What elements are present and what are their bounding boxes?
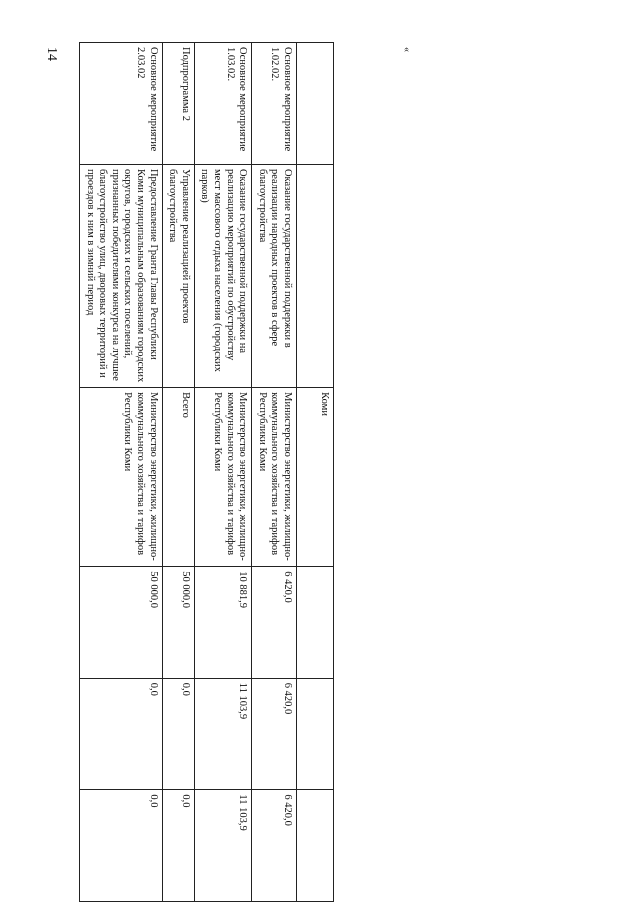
event-description: Оказание государственной поддержки на реализацию мероприятий по обустройству мест массового отдыха населения (городских парков) bbox=[194, 164, 251, 387]
value-year-1: 50 000,0 bbox=[162, 567, 194, 679]
value-year-2: 0,0 bbox=[80, 678, 163, 790]
event-code: Основное мероприятие 2.03.02 bbox=[80, 43, 163, 165]
corner-mark: « bbox=[401, 47, 412, 52]
responsible-executor: Министерство энергетики, жилищно-коммунального хозяйства и тарифов Республики Коми bbox=[80, 388, 163, 567]
value-year-2: 6 420,0 bbox=[252, 678, 297, 790]
value-year-1: 6 420,0 bbox=[252, 567, 297, 679]
value-year-3: 0,0 bbox=[162, 790, 194, 902]
header-cell bbox=[297, 164, 334, 387]
value-year-1: 10 881,9 bbox=[194, 567, 251, 679]
table-row bbox=[80, 43, 163, 902]
header-cell: Коми bbox=[297, 388, 334, 567]
page-number: 14 bbox=[44, 47, 59, 61]
value-year-1: 50 000,0 bbox=[80, 567, 163, 679]
event-description: Оказание государственной поддержки в реализации народных проектов в сфере благоустройства bbox=[252, 164, 297, 387]
event-description: Управление реализацией проектов благоустройства bbox=[162, 164, 194, 387]
table-row bbox=[252, 43, 297, 902]
event-code: Подпрограмма 2 bbox=[162, 43, 194, 165]
event-code: Основное мероприятие 1.03.02. bbox=[194, 43, 251, 165]
budget-table bbox=[79, 42, 334, 902]
table-row bbox=[194, 43, 251, 902]
responsible-executor: Министерство энергетики, жилищно-коммунального хозяйства и тарифов Республики Коми bbox=[252, 388, 297, 567]
table-row bbox=[162, 43, 194, 902]
value-year-2: 11 103,9 bbox=[194, 678, 251, 790]
header-cell bbox=[297, 567, 334, 679]
responsible-executor: Министерство энергетики, жилищно-коммунального хозяйства и тарифов Республики Коми bbox=[194, 388, 251, 567]
value-year-3: 11 103,9 bbox=[194, 790, 251, 902]
rotated-table-container bbox=[84, 42, 334, 902]
event-code: Основное мероприятие 1.02.02. bbox=[252, 43, 297, 165]
header-cell bbox=[297, 790, 334, 902]
rotated-table-area bbox=[84, 42, 334, 902]
value-year-2: 0,0 bbox=[162, 678, 194, 790]
responsible-executor: Всего bbox=[162, 388, 194, 567]
value-year-3: 6 420,0 bbox=[252, 790, 297, 902]
event-description: Предоставление Гранта Главы Республики Коми муниципальным образованиям городских округов, городских и сельских поселений, признанных победителями конкурса на лучшее благоустройство улиц, дворовых территорий и проездов к ним в зимний период bbox=[80, 164, 163, 387]
table-header-row bbox=[297, 43, 334, 902]
header-cell bbox=[297, 43, 334, 165]
header-cell bbox=[297, 678, 334, 790]
value-year-3: 0,0 bbox=[80, 790, 163, 902]
